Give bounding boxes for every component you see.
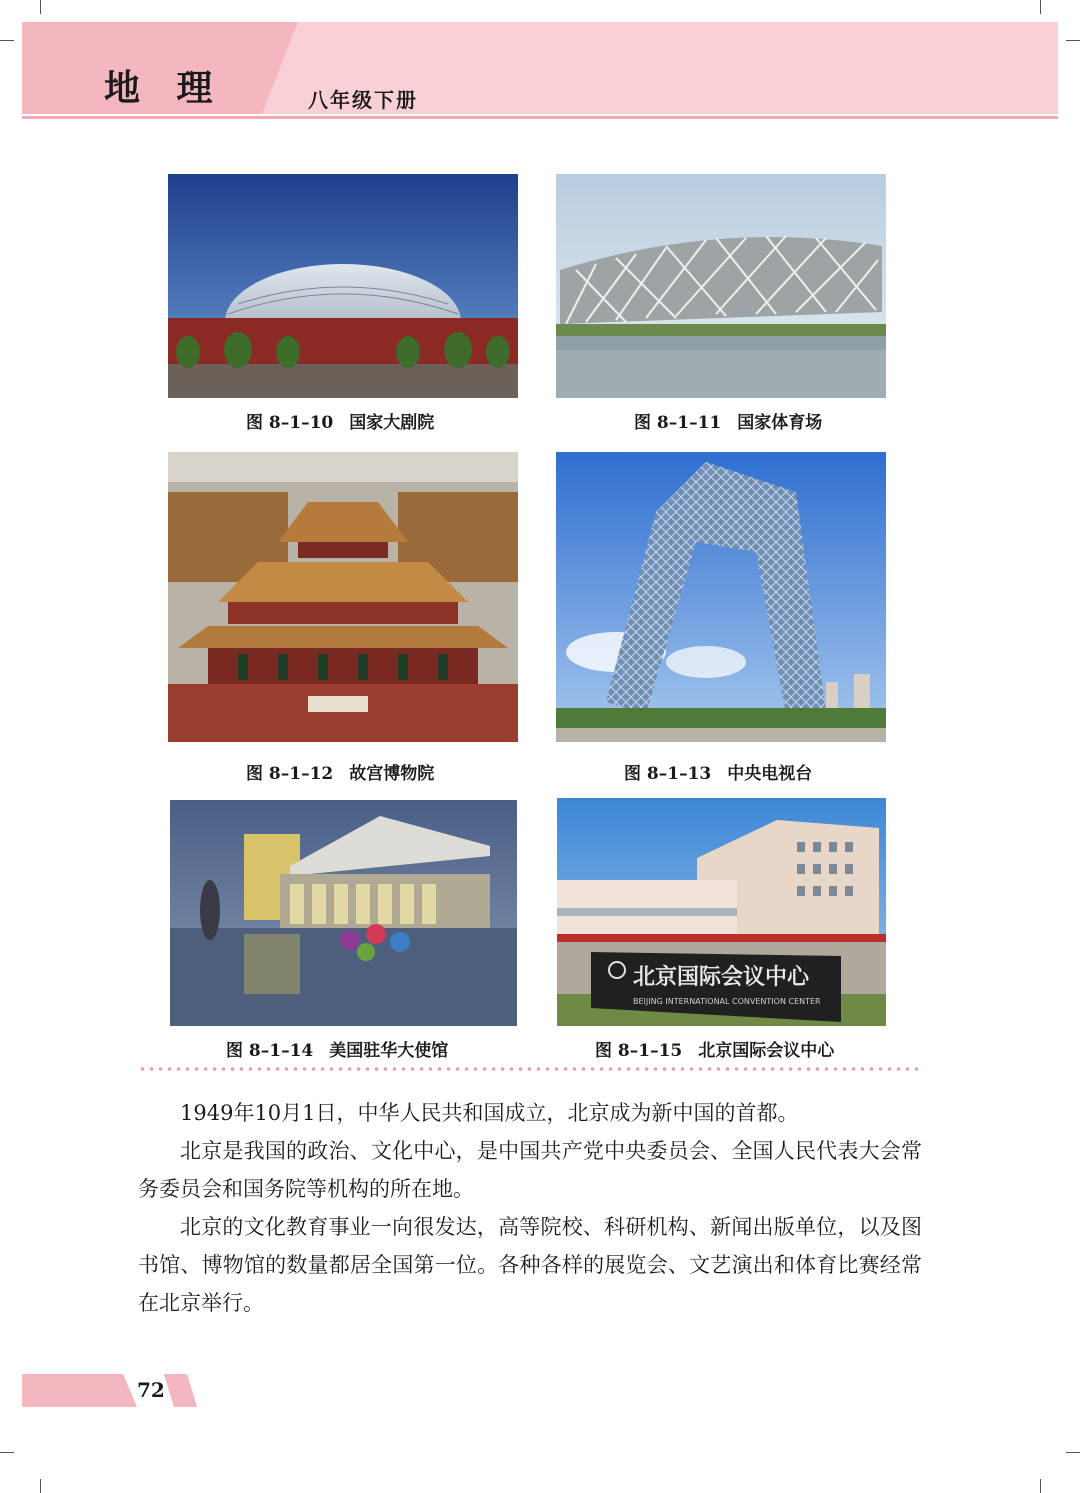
crop-mark bbox=[1040, 1479, 1041, 1493]
figure-title: 北京国际会议中心 bbox=[698, 1041, 835, 1061]
header-rule bbox=[22, 116, 1058, 119]
body-text bbox=[138, 1094, 922, 1322]
crop-mark bbox=[1066, 40, 1080, 41]
footer-band bbox=[22, 1374, 137, 1407]
crop-mark bbox=[40, 0, 41, 14]
crop-mark bbox=[1066, 1452, 1080, 1453]
figure-caption bbox=[624, 759, 812, 784]
grade-title: 八年级下册 bbox=[308, 88, 418, 112]
page-number: 72 bbox=[137, 1378, 165, 1402]
photo-cctv-headquarters bbox=[556, 452, 886, 742]
figure-title: 美国驻华大使馆 bbox=[329, 1041, 449, 1061]
figure-caption bbox=[246, 408, 434, 433]
photo-us-embassy bbox=[170, 800, 517, 1026]
figure-caption bbox=[634, 408, 822, 433]
sign-chinese-text: 北京国际会议中心 bbox=[633, 964, 810, 990]
figure-caption bbox=[595, 1036, 834, 1061]
figure-number: 图 8–1–14 bbox=[226, 1041, 314, 1061]
crop-mark bbox=[40, 1479, 41, 1493]
figure-number: 图 8–1–13 bbox=[624, 764, 712, 784]
photo-national-grand-theatre bbox=[168, 174, 518, 398]
dotted-divider bbox=[138, 1067, 922, 1071]
paragraph: 1949年10月1日，中华人民共和国成立，北京成为新中国的首都。 bbox=[180, 1101, 799, 1125]
crop-mark bbox=[0, 40, 14, 41]
footer-tab bbox=[164, 1374, 197, 1407]
figure-number: 图 8–1–10 bbox=[246, 413, 334, 433]
figure-number: 图 8–1–12 bbox=[246, 764, 334, 784]
crop-mark bbox=[0, 1452, 14, 1453]
sign-english-text: BEIJING INTERNATIONAL CONVENTION CENTER bbox=[633, 997, 821, 1006]
figure-title: 故宫博物院 bbox=[349, 764, 435, 784]
crop-mark bbox=[1040, 0, 1041, 14]
photo-palace-museum bbox=[168, 452, 518, 742]
figure-number: 图 8–1–15 bbox=[595, 1041, 683, 1061]
figure-title: 国家大剧院 bbox=[349, 413, 435, 433]
photo-convention-center bbox=[557, 798, 886, 1026]
figure-title: 中央电视台 bbox=[727, 764, 813, 784]
photo-national-stadium bbox=[556, 174, 886, 398]
figure-number: 图 8–1–11 bbox=[634, 413, 722, 433]
figure-caption bbox=[226, 1036, 448, 1061]
figure-title: 国家体育场 bbox=[737, 413, 823, 433]
figure-caption bbox=[246, 759, 434, 784]
paragraph: 北京的文化教育事业一向很发达，高等院校、科研机构、新闻出版单位，以及图书馆、博物馆的数量都居全国第一位。各种各样的展览会、文艺演出和体育比赛经常在北京举行。 bbox=[138, 1215, 922, 1315]
paragraph: 北京是我国的政治、文化中心，是中国共产党中央委员会、全国人民代表大会常务委员会和国务院等机构的所在地。 bbox=[138, 1139, 922, 1201]
subject-title: 地 理 bbox=[104, 67, 225, 109]
